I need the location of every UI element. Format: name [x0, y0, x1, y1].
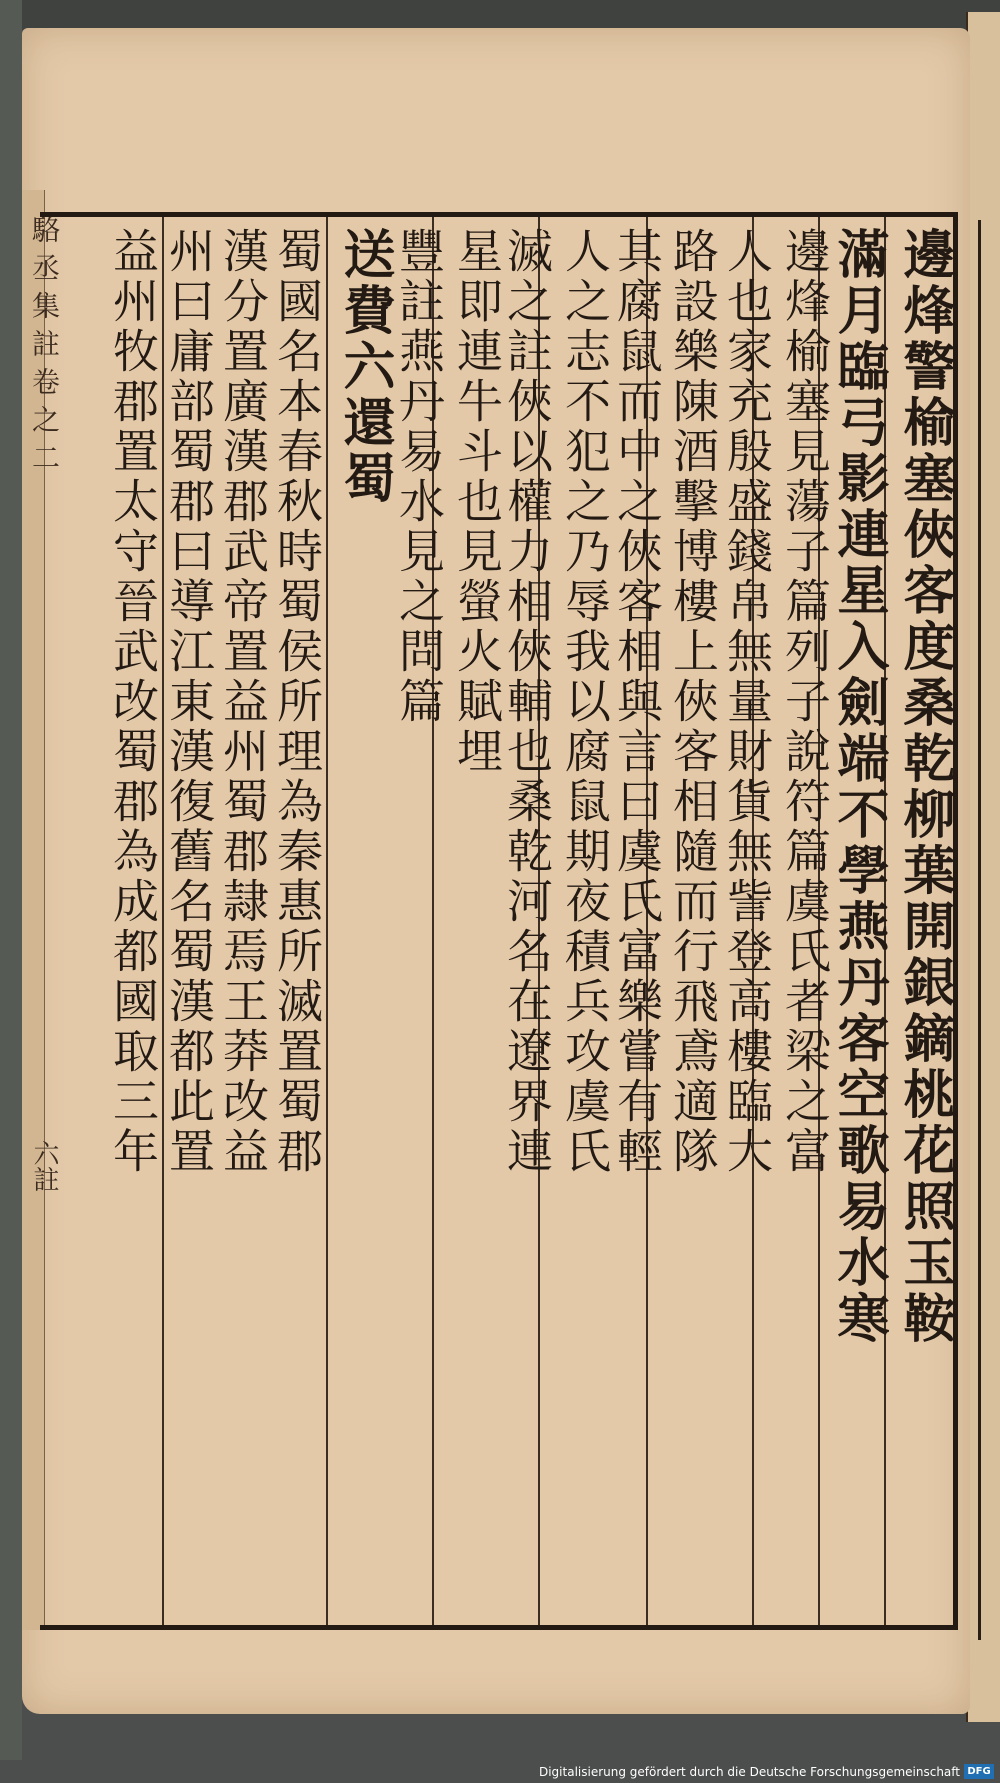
commentary-line-3: 路設樂陳酒擊博樓上俠客相隨而行飛鳶適隊: [666, 227, 720, 1177]
commentary-line-1: 邊烽榆塞見蕩子篇列子說符篇虞氏者梁之富: [778, 227, 832, 1177]
commentary-line-12: 益州牧郡置太守晉武改蜀郡為成都國取三年: [106, 227, 160, 1177]
digitization-credit: Digitalisierung gefördert durch die Deutsche Forschungsgemeinschaft: [538, 1765, 960, 1779]
poem-line-2: 滿月臨弓影連星入劍端不學燕丹客空歌易水寒: [828, 227, 889, 1347]
commentary-line-6: 滅之註俠以權力相俠輔也桑乾河名在遼界連: [500, 227, 554, 1177]
text-frame: [40, 212, 958, 1630]
commentary-line-10: 漢分置廣漢郡武帝置益州蜀郡隷焉王莽改益: [216, 227, 270, 1177]
commentary-line-2: 人也家充殷盛錢帛無量財貨無訾登高樓臨大: [720, 227, 774, 1177]
spine-title: 駱丞集註卷之二: [28, 215, 61, 481]
spine-folio-mark: 六註: [29, 1140, 59, 1192]
commentary-line-9: 蜀國名本春秋時蜀侯所理為秦惠所滅置蜀郡: [270, 227, 324, 1177]
book-left-edge: [0, 0, 22, 1783]
poem-line-1: 邊烽警榆塞俠客度桑乾柳葉開銀鏑桃花照玉鞍: [894, 227, 955, 1347]
adjacent-page-edge: [966, 12, 1000, 1722]
adjacent-page-rule: [978, 220, 981, 1640]
commentary-line-5: 人之志不犯之乃辱我以腐鼠期夜積兵攻虞氏: [558, 227, 612, 1177]
commentary-line-7: 星即連牛斗也見螢火賦埋: [450, 227, 504, 777]
poem-title: 送費六還蜀: [334, 227, 395, 507]
commentary-line-11: 州曰庸部蜀郡曰導江東漢復舊名蜀漢都此置: [162, 227, 216, 1177]
commentary-line-4: 其腐鼠而中之俠客相與言曰虞氏富樂嘗有輕: [610, 227, 664, 1177]
dfg-logo: DFG: [964, 1764, 994, 1779]
commentary-line-8: 豐註燕丹易水見之問篇: [392, 227, 446, 727]
top-dark-band: [0, 0, 1000, 30]
